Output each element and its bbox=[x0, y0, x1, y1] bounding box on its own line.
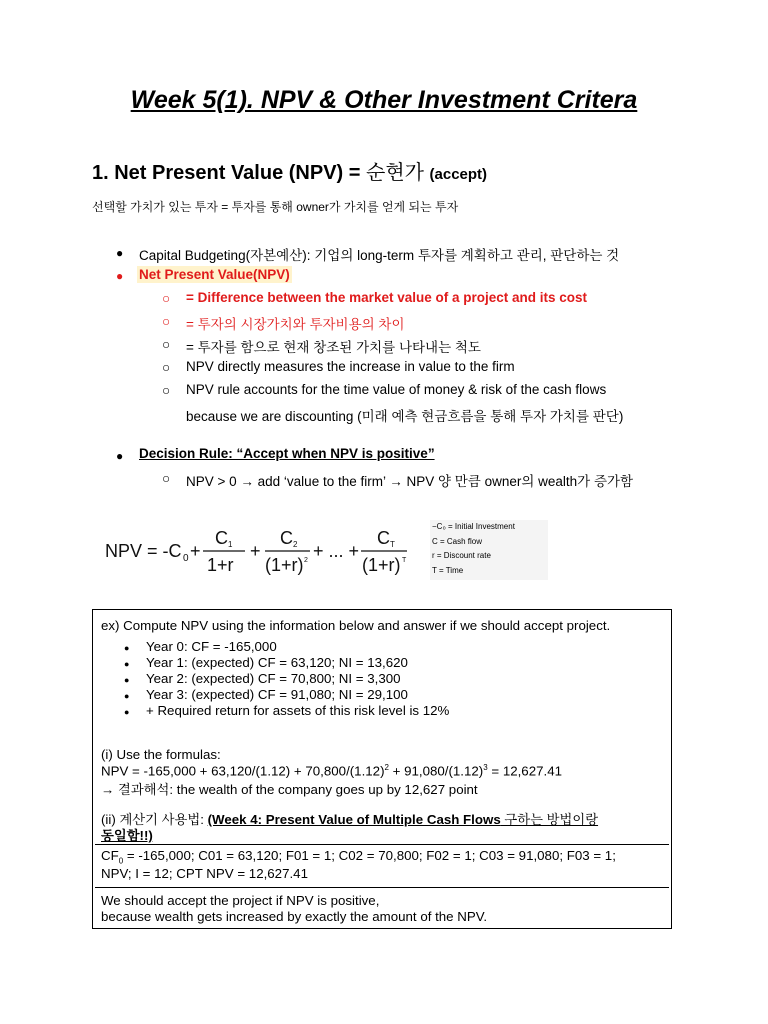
sub-bullet-circle: ○ bbox=[162, 383, 171, 398]
sub-bullet-time-value-cont: because we are discounting (미래 예측 현금흐름을 통해 투자 가치를 판단) bbox=[186, 409, 624, 424]
bullet-dot: ● bbox=[124, 659, 130, 669]
bullet-dot: ● bbox=[124, 691, 130, 701]
part2-suffix: 구하는 방법이랑 bbox=[500, 812, 599, 827]
sub-bullet-circle: ○ bbox=[162, 360, 171, 375]
bullet-dot: ● bbox=[116, 269, 124, 283]
bullet-dot: ● bbox=[124, 707, 130, 717]
example-item: Year 2: (expected) CF = 70,800; NI = 3,300 bbox=[146, 671, 401, 686]
calculator-box bbox=[95, 844, 669, 888]
heading-main: 1. Net Present Value (NPV) = bbox=[92, 162, 366, 184]
legend-item: r = Discount rate bbox=[432, 551, 491, 560]
bullet-dot: ● bbox=[116, 246, 124, 260]
decision-rule: Decision Rule: “Accept when NPV is positive” bbox=[139, 446, 435, 461]
part2-suffix-cont: 동일함!!) bbox=[101, 828, 153, 843]
svg-text:(1+r): (1+r) bbox=[362, 555, 401, 575]
part2-reference: (Week 4: Present Value of Multiple Cash Flows bbox=[207, 812, 501, 827]
sub-bullet-circle: ○ bbox=[162, 471, 171, 486]
part2-prefix: (ii) 계산기 사용법: bbox=[101, 812, 208, 827]
svg-text:NPV = -C: NPV = -C bbox=[105, 541, 182, 561]
calc-line-1: $CF_0 = -165,000$; C01 = 63,120; F01 = 1; C02 = 70,800; F02 = 1; C03 = 91,080; F03 = 1; bbox=[101, 848, 616, 866]
example-item: + Required return for assets of this risk level is 12% bbox=[146, 703, 450, 718]
decision-rule-detail: NPV > 0 → add ‘value to the firm’ → NPV 양 만큼 owner의 wealth가 증가함 bbox=[186, 474, 634, 489]
part1-heading: (i) Use the formulas: bbox=[101, 747, 221, 762]
svg-text:2: 2 bbox=[304, 557, 308, 564]
conclusion-line-1: We should accept the project if NPV is positive, bbox=[101, 893, 380, 908]
part1-result-note: → 결과해석: the wealth of the company goes up by 12,627 point bbox=[101, 782, 478, 797]
svg-text:1: 1 bbox=[228, 540, 233, 549]
svg-text:T: T bbox=[390, 540, 395, 549]
svg-text:+: + bbox=[190, 541, 201, 561]
sub-bullet-time-value: NPV rule accounts for the time value of money & risk of the cash flows bbox=[186, 382, 607, 397]
sub-bullet-circle: ○ bbox=[162, 291, 171, 306]
formula-legend bbox=[430, 520, 548, 580]
sub-bullet-increase: NPV directly measures the increase in value to the firm bbox=[186, 359, 515, 374]
example-prompt: ex) Compute NPV using the information below and answer if we should accept project. bbox=[101, 618, 611, 633]
section-heading bbox=[92, 156, 487, 185]
sub-bullet-definition-ko: = 투자의 시장가치와 투자비용의 차이 bbox=[186, 317, 405, 332]
bullet-dot: ● bbox=[124, 643, 130, 653]
calc-line-2: NPV; I = 12; CPT NPV = 12,627.41 bbox=[101, 866, 308, 881]
svg-text:C: C bbox=[377, 528, 390, 548]
bullet-dot: ● bbox=[124, 675, 130, 685]
legend-item: T = Time bbox=[432, 565, 464, 575]
legend-item: C = Cash flow bbox=[432, 536, 483, 546]
npv-formula bbox=[105, 520, 415, 582]
conclusion-line-2: because wealth gets increased by exactly the amount of the NPV. bbox=[101, 909, 488, 924]
sub-bullet-circle: ○ bbox=[162, 314, 171, 329]
example-box bbox=[92, 609, 672, 929]
bullet-capital-budgeting: Capital Budgeting(자본예산): 기업의 long-term 투자를 계획하고 관리, 판단하는 것 bbox=[139, 248, 620, 263]
svg-text:C: C bbox=[215, 528, 228, 548]
example-item: Year 1: (expected) CF = 63,120; NI = 13,620 bbox=[146, 655, 408, 670]
intro-text: 선택할 가치가 있는 투자 = 투자를 통해 owner가 가치를 얻게 되는 투자 bbox=[92, 200, 459, 214]
heading-korean: 순현가 bbox=[366, 162, 424, 184]
svg-text:+: + bbox=[250, 541, 261, 561]
svg-text:(1+r): (1+r) bbox=[265, 555, 304, 575]
sub-bullet-definition: = Difference between the market value of a project and its cost bbox=[186, 290, 587, 305]
example-item: Year 3: (expected) CF = 91,080; NI = 29,100 bbox=[146, 687, 408, 702]
svg-text:C: C bbox=[280, 528, 293, 548]
bullet-dot: ● bbox=[116, 449, 124, 463]
bullet-npv: Net Present Value(NPV) bbox=[139, 267, 290, 282]
sub-bullet-measure: = 투자를 함으로 현재 창조된 가치를 나타내는 척도 bbox=[186, 340, 481, 355]
svg-text:2: 2 bbox=[293, 540, 298, 549]
heading-tag: (accept) bbox=[429, 166, 488, 183]
sub-bullet-circle: ○ bbox=[162, 337, 171, 352]
part2-heading bbox=[101, 809, 598, 828]
legend-item: −C₀ = Initial Investment bbox=[432, 522, 515, 531]
example-item: Year 0: CF = -165,000 bbox=[146, 639, 277, 654]
page-title: Week 5(1). NPV & Other Investment Critera bbox=[130, 86, 638, 114]
svg-text:0: 0 bbox=[183, 553, 189, 564]
svg-text:T: T bbox=[402, 557, 407, 564]
svg-text:+ ... +: + ... + bbox=[313, 541, 360, 561]
part1-formula: NPV = $-165,000 + 63,120/(1.12) + 70,800/(1.12)^2 + 91,080/(1.12)^3 = 12,627.41$ bbox=[101, 763, 562, 779]
svg-text:1+r: 1+r bbox=[207, 555, 234, 575]
